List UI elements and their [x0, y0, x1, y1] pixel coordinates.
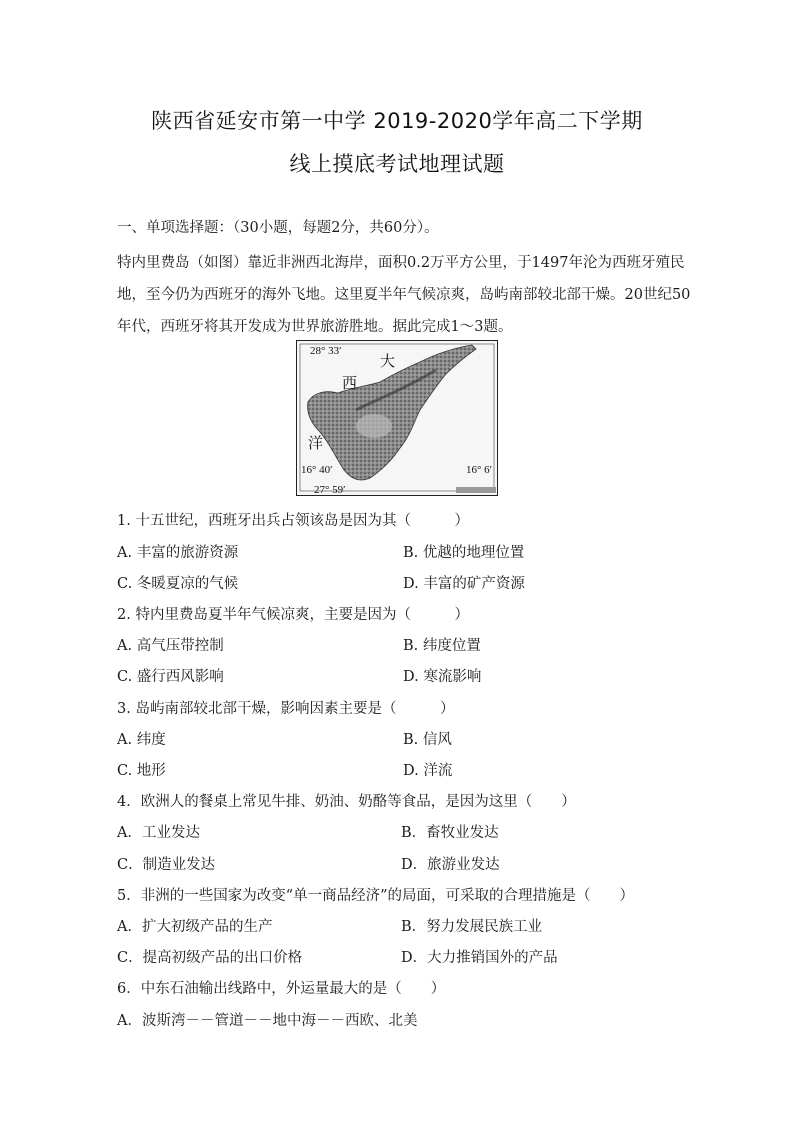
- scale-bar: [456, 487, 496, 493]
- answer-option: C．制造业发达: [117, 857, 216, 873]
- lat-bottom-label: 27° 59′: [314, 484, 346, 496]
- answer-option: A. 纬度: [117, 732, 166, 748]
- answer-option: A．波斯湾－－管道－－地中海－－西欧、北美: [117, 1013, 418, 1029]
- lat-top-label: 28° 33′: [310, 345, 342, 357]
- answer-option: C. 地形: [117, 763, 166, 779]
- question-stem: 6．中东石油输出线路中，外运量最大的是（ ）: [117, 981, 446, 997]
- answer-option: D．大力推销国外的产品: [401, 950, 558, 966]
- document-title-line2: 线上摸底考试地理试题: [289, 152, 505, 176]
- document-title-line1: 陕西省延安市第一中学 2019-2020学年高二下学期: [151, 109, 643, 133]
- passage-line: 年代，西班牙将其开发成为世界旅游胜地。据此完成1～3题。: [117, 319, 513, 335]
- question-stem: 4．欧洲人的餐桌上常见牛排、奶油、奶酪等食品，是因为这里（ ）: [117, 794, 576, 810]
- lon-right-label: 16° 6′: [466, 464, 493, 476]
- question-stem: 2. 特内里费岛夏半年气候凉爽，主要是因为（ ）: [117, 607, 469, 623]
- answer-option: A．工业发达: [117, 825, 200, 841]
- lon-left-label: 16° 40′: [301, 464, 333, 476]
- answer-option: C．提高初级产品的出口价格: [117, 950, 303, 966]
- answer-option: D．旅游业发达: [401, 857, 500, 873]
- answer-option: D. 丰富的矿产资源: [403, 576, 525, 592]
- answer-option: A．扩大初级产品的生产: [117, 919, 273, 935]
- answer-option: C. 冬暖夏凉的气候: [117, 576, 239, 592]
- section-heading: 一、单项选择题：（30小题，每题2分，共60分）。: [117, 220, 439, 236]
- question-stem: 3. 岛屿南部较北部干燥，影响因素主要是（ ）: [117, 701, 455, 717]
- answer-option: B．畜牧业发达: [401, 825, 499, 841]
- answer-option: B．努力发展民族工业: [401, 919, 543, 935]
- answer-option: C. 盛行西风影响: [117, 669, 224, 685]
- passage-line: 地，至今仍为西班牙的海外飞地。这里夏半年气候凉爽，岛屿南部较北部干燥。20世纪50: [117, 287, 691, 303]
- ocean-label-char: 洋: [308, 434, 324, 452]
- question-stem: 1. 十五世纪，西班牙出兵占领该岛是因为其（ ）: [117, 513, 469, 529]
- answer-option: B. 信风: [403, 732, 452, 748]
- tenerife-map: [296, 340, 498, 496]
- question-stem: 5．非洲的一些国家为改变“单一商品经济”的局面，可采取的合理措施是（ ）: [117, 888, 635, 904]
- answer-option: A. 高气压带控制: [117, 638, 224, 654]
- answer-option: B. 纬度位置: [403, 638, 481, 654]
- answer-option: D. 洋流: [403, 763, 453, 779]
- passage-line: 特内里费岛（如图）靠近非洲西北海岸，面积0.2万平方公里，于1497年沦为西班牙殖民: [117, 255, 685, 271]
- answer-option: A. 丰富的旅游资源: [117, 545, 239, 561]
- answer-option: D. 寒流影响: [403, 669, 482, 685]
- ocean-label-char: 西: [342, 374, 358, 392]
- answer-option: B. 优越的地理位置: [403, 545, 525, 561]
- ocean-label-char: 大: [380, 352, 396, 370]
